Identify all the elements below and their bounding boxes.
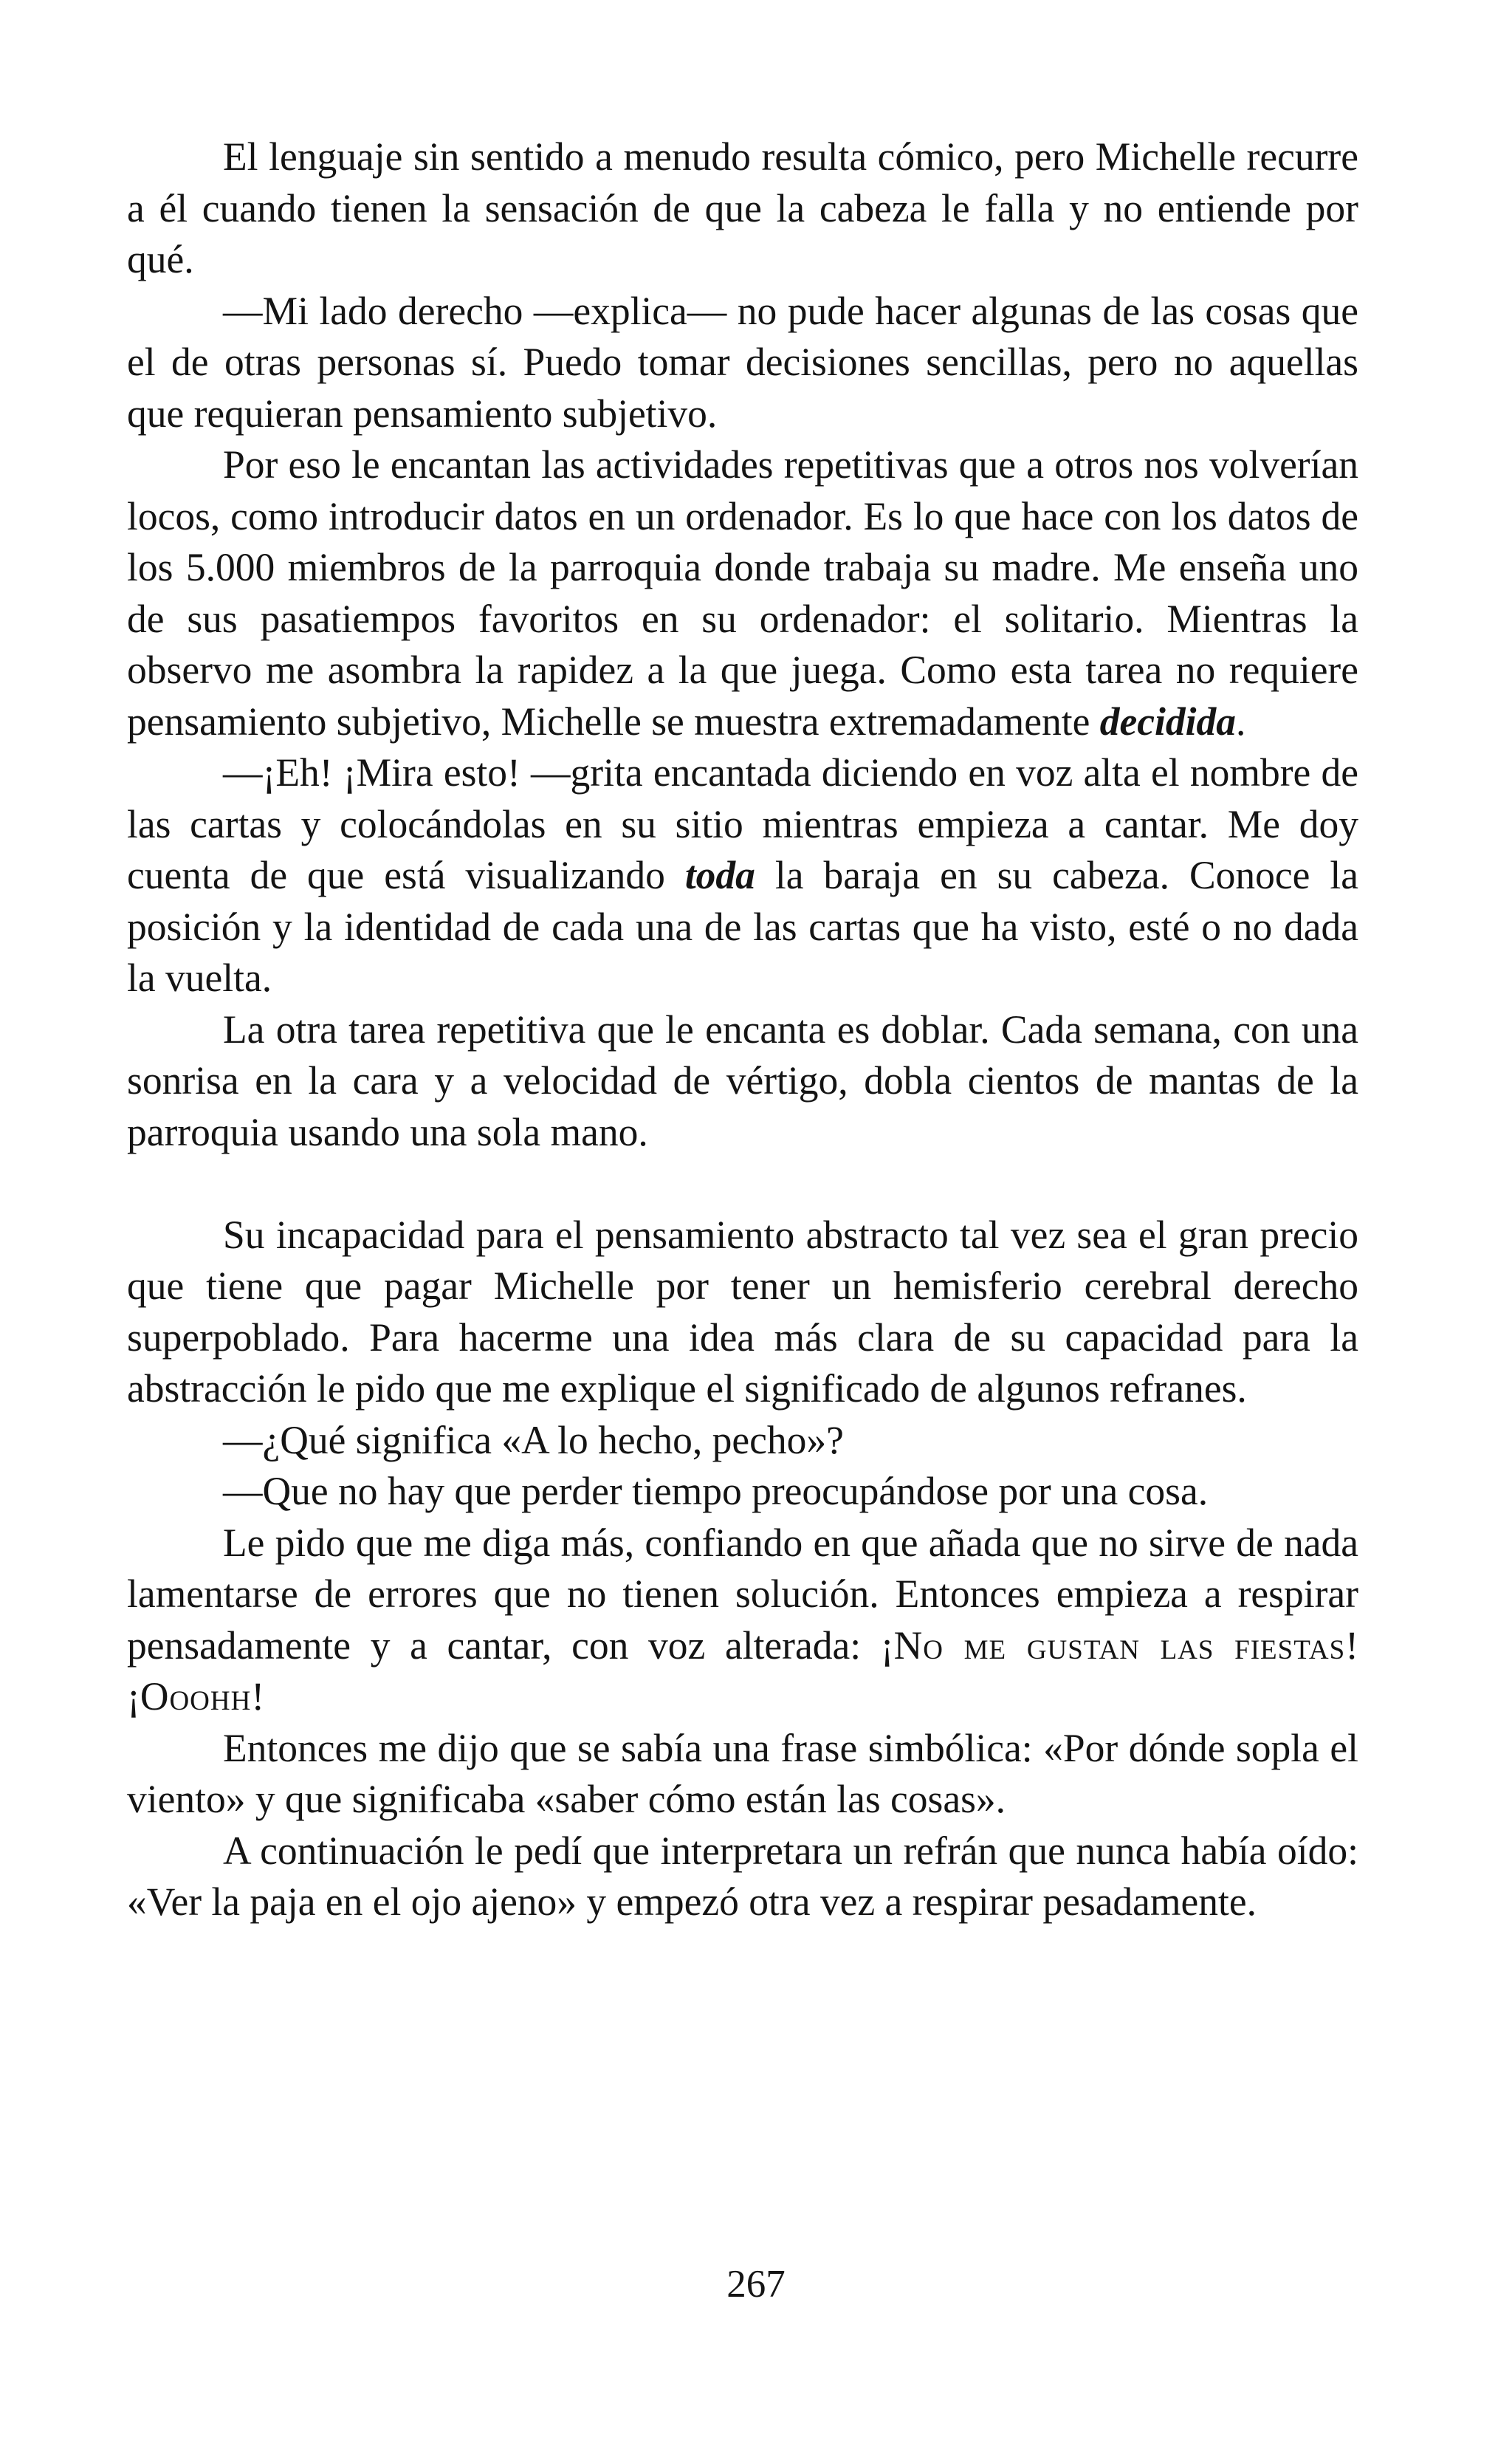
paragraph <box>127 286 1358 440</box>
paragraph-text: Le pido que me diga más, confiando en que añada que no sirve de nada lamentarse de errores que no tienen solución. Entonces empieza a respirar pensadamente y a cantar, con voz alterada: ¡ <box>127 1520 1358 1668</box>
paragraph-text: ! ¡ <box>127 1622 1359 1718</box>
page-number: 267 <box>726 2263 786 2306</box>
paragraph <box>127 439 1358 747</box>
paragraph <box>127 1723 1358 1826</box>
paragraph <box>127 747 1358 1004</box>
paragraph-text: la baraja en su cabeza. Conoce la posición y la identidad de cada una de las cartas que ha visto, esté o no dada la vuelta. <box>127 853 1359 1000</box>
paragraph-text: A continuación le pedí que interpretara un refrán que nunca había oído: «Ver la paja en el ojo ajeno» y empezó otra vez a respirar pesadamente. <box>127 1828 1358 1924</box>
smallcaps-text: Ooohh <box>140 1674 252 1718</box>
paragraph <box>127 1004 1358 1159</box>
paragraph <box>127 1466 1358 1518</box>
smallcaps-text: No me gustan las fiestas <box>893 1622 1346 1668</box>
paragraph-text: Por eso le encantan las actividades repetitivas que a otros nos volverían locos, como introducir datos en un ordenador. Es lo que hace con los datos de los 5.000 miembros de la parroquia donde trabaja su madre. Me enseña uno de sus pasatiempos favoritos en su ordenador: el solitario. Mientras la observo me asombra la rapidez a la que juega. Como esta tarea no requiere pensamiento subjetivo, Michelle se muestra extremadamente <box>127 442 1358 744</box>
paragraph-text: —Que no hay que perder tiempo preocupándose por una cosa. <box>223 1469 1209 1513</box>
paragraph-text: . <box>1236 699 1246 744</box>
paragraph <box>127 1518 1358 1723</box>
paragraph <box>127 1826 1358 1928</box>
paragraph-text: El lenguaje sin sentido a menudo resulta cómico, pero Michelle recurre a él cuando tienen la sensación de que la cabeza le falla y no entiende por qué. <box>127 134 1358 281</box>
paragraph-text: ! <box>251 1674 265 1718</box>
paragraph-text: La otra tarea repetitiva que le encanta es doblar. Cada semana, con una sonrisa en la cara y a velocidad de vértigo, dobla cientos de mantas de la parroquia usando una sola mano. <box>127 1007 1358 1154</box>
paragraph-text: Su incapacidad para el pensamiento abstracto tal vez sea el gran precio que tiene que pagar Michelle por tener un hemisferio cerebral derecho superpoblado. Para hacerme una idea más clara de su capacidad para la abstracción le pido que me explique el significado de algunos refranes. <box>127 1212 1358 1411</box>
emphasis-decidida: decidida <box>1099 699 1236 744</box>
paragraph-text: —¿Qué significa «A lo hecho, pecho»? <box>223 1417 844 1462</box>
page-body <box>127 131 1358 1928</box>
paragraph-text: Entonces me dijo que se sabía una frase simbólica: «Por dónde sopla el viento» y que significaba «saber cómo están las cosas». <box>127 1725 1358 1821</box>
paragraph-text: —Mi lado derecho —explica— no pude hacer algunas de las cosas que el de otras personas sí. Puedo tomar decisiones sencillas, pero no aquellas que requieran pensamiento subjetivo. <box>127 288 1358 436</box>
paragraph <box>127 1210 1358 1415</box>
emphasis-toda: toda <box>684 853 755 897</box>
paragraph <box>127 1415 1358 1467</box>
paragraph <box>127 131 1358 286</box>
paragraph-text: —¡Eh! ¡Mira esto! —grita encantada diciendo en voz alta el nombre de las cartas y colocándolas en su sitio mientras empieza a cantar. Me doy cuenta de que está visualizando <box>127 750 1358 897</box>
